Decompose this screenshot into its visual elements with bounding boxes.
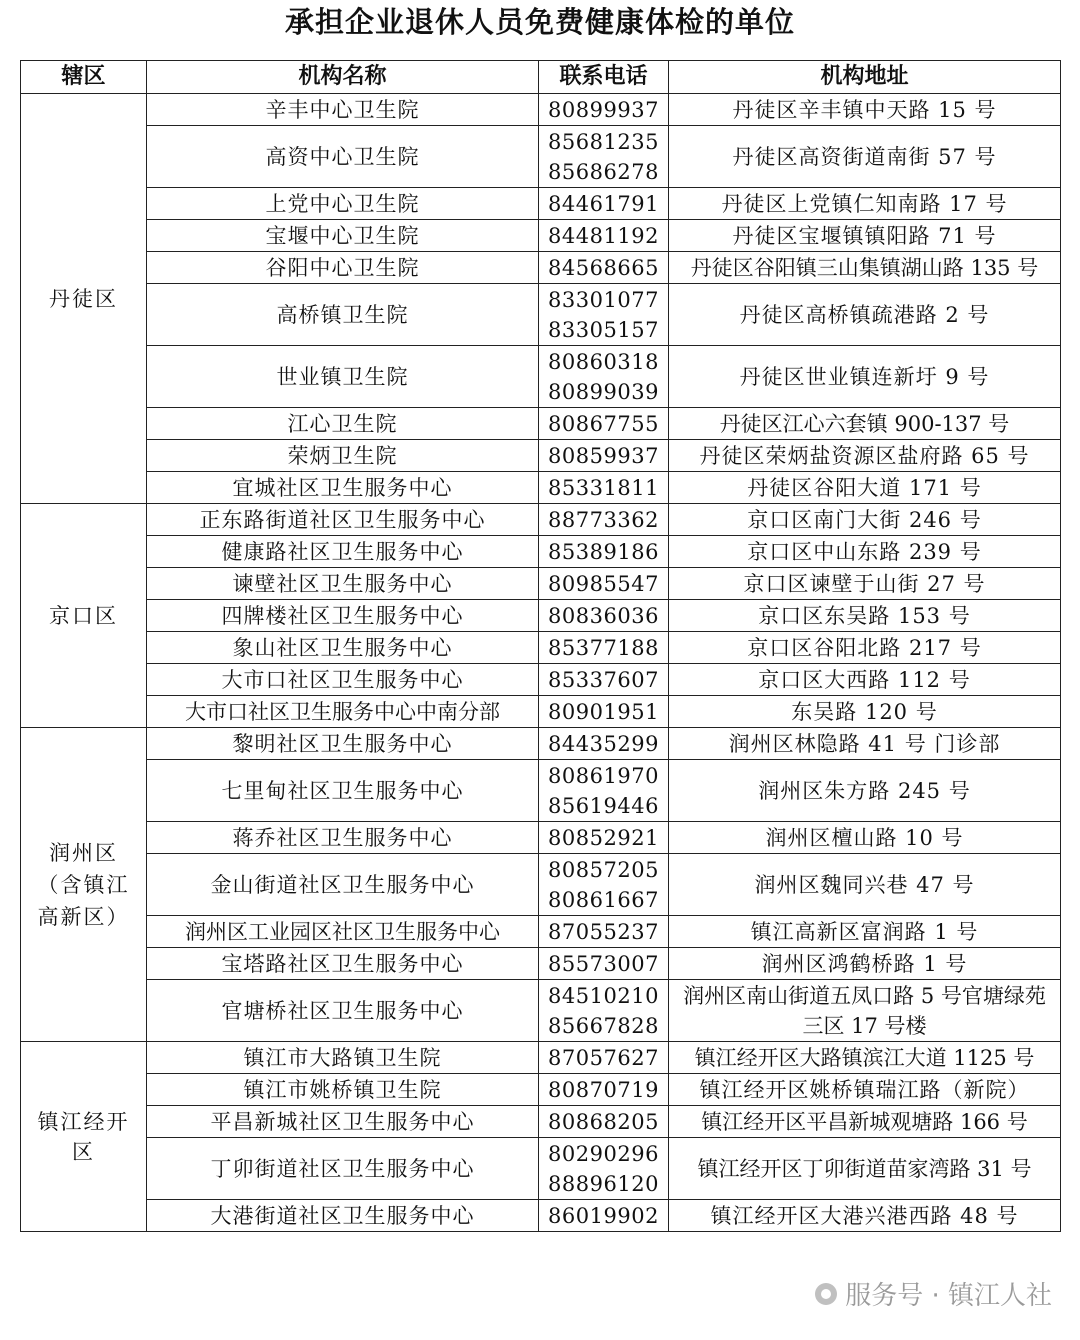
institution-name: 黎明社区卫生服务中心: [147, 728, 539, 760]
table-row: [21, 126, 1061, 188]
table-row: [21, 696, 1061, 728]
table-row: [21, 760, 1061, 822]
phone-number: 80985547: [548, 571, 659, 596]
institution-address: 丹徒区宝堰镇镇阳路 71 号: [669, 220, 1061, 252]
table-row: [21, 980, 1061, 1042]
institution-address: 京口区谷阳北路 217 号: [669, 632, 1061, 664]
institution-name: 镇江市姚桥镇卫生院: [147, 1074, 539, 1106]
phone-cell: [539, 252, 669, 284]
district-cell: 丹徒区: [21, 94, 147, 504]
phone-number: 87055237: [548, 919, 659, 944]
phone-cell: [539, 1042, 669, 1074]
phone-number: 85331811: [548, 475, 659, 500]
institution-name: 官塘桥社区卫生服务中心: [147, 980, 539, 1042]
phone-number: 80857205: [548, 857, 659, 882]
table-row: [21, 504, 1061, 536]
institution-address: 京口区中山东路 239 号: [669, 536, 1061, 568]
institution-name: 谷阳中心卫生院: [147, 252, 539, 284]
phone-number: 84461791: [548, 191, 659, 216]
institution-address: 京口区南门大街 246 号: [669, 504, 1061, 536]
watermark-text: 服务号 · 镇江人社: [845, 1281, 1052, 1311]
institution-name: 辛丰中心卫生院: [147, 94, 539, 126]
institution-name: 江心卫生院: [147, 408, 539, 440]
phone-cell: [539, 696, 669, 728]
institution-name: 大市口社区卫生服务中心中南分部: [147, 696, 539, 728]
phone-number: 80861970: [548, 763, 659, 788]
district-cell: 京口区: [21, 504, 147, 728]
phone-number: 80899937: [548, 97, 659, 122]
institution-name: 高桥镇卫生院: [147, 284, 539, 346]
institution-address: 丹徒区谷阳大道 171 号: [669, 472, 1061, 504]
phone-number: 80852921: [548, 825, 659, 850]
phone-number: 85573007: [548, 951, 659, 976]
institution-name: 上党中心卫生院: [147, 188, 539, 220]
district-cell: 润州区（含镇江高新区）: [21, 728, 147, 1042]
phone-cell: [539, 854, 669, 916]
phone-cell: [539, 1200, 669, 1232]
institution-name: 丁卯街道社区卫生服务中心: [147, 1138, 539, 1200]
phone-number: 86019902: [548, 1203, 659, 1228]
institution-name: 蒋乔社区卫生服务中心: [147, 822, 539, 854]
page-title: 承担企业退休人员免费健康体检的单位: [284, 5, 795, 39]
phone-cell: [539, 1106, 669, 1138]
header-district: 辖区: [21, 61, 147, 94]
phone-cell: [539, 632, 669, 664]
header-phone: 联系电话: [539, 61, 669, 94]
phone-number: 85686278: [548, 159, 659, 184]
phone-number: 80868205: [548, 1109, 659, 1134]
phone-cell: [539, 822, 669, 854]
phone-number: 84481192: [548, 223, 659, 248]
institution-name: 镇江市大路镇卫生院: [147, 1042, 539, 1074]
phone-cell: [539, 504, 669, 536]
institution-address: 镇江经开区平昌新城观塘路 166 号: [669, 1106, 1061, 1138]
phone-number: 87057627: [548, 1045, 659, 1070]
table-row: [21, 1074, 1061, 1106]
district-cell: 镇江经开区: [21, 1042, 147, 1232]
institution-address: 东吴路 120 号: [669, 696, 1061, 728]
phone-number: 85389186: [548, 539, 659, 564]
institution-address: 丹徒区世业镇连新圩 9 号: [669, 346, 1061, 408]
phone-cell: [539, 980, 669, 1042]
phone-cell: [539, 948, 669, 980]
institution-address: 润州区林隐路 41 号 门诊部: [669, 728, 1061, 760]
phone-cell: [539, 188, 669, 220]
health-checkup-table: [20, 60, 1061, 1232]
table-row: [21, 664, 1061, 696]
table-row: [21, 916, 1061, 948]
phone-cell: [539, 284, 669, 346]
table-body: [21, 94, 1061, 1232]
institution-name: 宝堰中心卫生院: [147, 220, 539, 252]
institution-name: 润州区工业园区社区卫生服务中心: [147, 916, 539, 948]
table-row: [21, 1042, 1061, 1074]
phone-number: 80867755: [548, 411, 659, 436]
phone-number: 85619446: [548, 793, 659, 818]
header-institution-name: 机构名称: [147, 61, 539, 94]
phone-cell: [539, 220, 669, 252]
institution-address: 润州区南山街道五凤口路 5 号官塘绿苑三区 17 号楼: [669, 980, 1061, 1042]
phone-number: 80870719: [548, 1077, 659, 1102]
phone-number: 88896120: [548, 1171, 659, 1196]
table-row: [21, 188, 1061, 220]
table-row: [21, 94, 1061, 126]
institution-address: 京口区大西路 112 号: [669, 664, 1061, 696]
table-row: [21, 1106, 1061, 1138]
phone-cell: [539, 536, 669, 568]
institution-name: 大市口社区卫生服务中心: [147, 664, 539, 696]
institution-name: 大港街道社区卫生服务中心: [147, 1200, 539, 1232]
phone-number: 80901951: [548, 699, 659, 724]
institution-address: 镇江经开区姚桥镇瑞江路（新院）: [669, 1074, 1061, 1106]
institution-address: 镇江高新区富润路 1 号: [669, 916, 1061, 948]
institution-name: 健康路社区卫生服务中心: [147, 536, 539, 568]
institution-name: 平昌新城社区卫生服务中心: [147, 1106, 539, 1138]
phone-cell: [539, 916, 669, 948]
table-row: [21, 472, 1061, 504]
institution-address: 镇江经开区丁卯街道苗家湾路 31 号: [669, 1138, 1061, 1200]
phone-cell: [539, 664, 669, 696]
table-row: [21, 536, 1061, 568]
table-row: [21, 284, 1061, 346]
institution-name: 高资中心卫生院: [147, 126, 539, 188]
phone-number: 88773362: [548, 507, 659, 532]
institution-address: 京口区谏壁于山街 27 号: [669, 568, 1061, 600]
institution-name: 象山社区卫生服务中心: [147, 632, 539, 664]
institution-address: 丹徒区高资街道南街 57 号: [669, 126, 1061, 188]
institution-address: 丹徒区谷阳镇三山集镇湖山路 135 号: [669, 252, 1061, 284]
table-row: [21, 822, 1061, 854]
phone-cell: [539, 1138, 669, 1200]
table-row: [21, 440, 1061, 472]
header-address: 机构地址: [669, 61, 1061, 94]
table-row: [21, 346, 1061, 408]
phone-cell: [539, 568, 669, 600]
institution-name: 谏壁社区卫生服务中心: [147, 568, 539, 600]
phone-number: 83301077: [548, 287, 659, 312]
phone-number: 85667828: [548, 1013, 659, 1038]
phone-number: 80899039: [548, 379, 659, 404]
phone-number: 80860318: [548, 349, 659, 374]
table-header-row: [21, 61, 1061, 94]
phone-cell: [539, 126, 669, 188]
institution-name: 世业镇卫生院: [147, 346, 539, 408]
table-row: [21, 1200, 1061, 1232]
institution-name: 七里甸社区卫生服务中心: [147, 760, 539, 822]
institution-address: 镇江经开区大港兴港西路 48 号: [669, 1200, 1061, 1232]
phone-cell: [539, 760, 669, 822]
institution-name: 金山街道社区卫生服务中心: [147, 854, 539, 916]
institution-address: 丹徒区上党镇仁知南路 17 号: [669, 188, 1061, 220]
watermark: [815, 1275, 1052, 1312]
phone-number: 85337607: [548, 667, 659, 692]
phone-cell: [539, 728, 669, 760]
institution-address: 镇江经开区大路镇滨江大道 1125 号: [669, 1042, 1061, 1074]
institution-name: 宜城社区卫生服务中心: [147, 472, 539, 504]
institution-address: 京口区东吴路 153 号: [669, 600, 1061, 632]
table-row: [21, 1138, 1061, 1200]
phone-number: 80859937: [548, 443, 659, 468]
table-row: [21, 632, 1061, 664]
phone-cell: [539, 440, 669, 472]
phone-cell: [539, 472, 669, 504]
institution-address: 丹徒区荣炳盐资源区盐府路 65 号: [669, 440, 1061, 472]
phone-number: 80290296: [548, 1141, 659, 1166]
table-row: [21, 854, 1061, 916]
phone-number: 84568665: [548, 255, 659, 280]
phone-number: 83305157: [548, 317, 659, 342]
phone-cell: [539, 408, 669, 440]
table-row: [21, 408, 1061, 440]
table-row: [21, 728, 1061, 760]
institution-name: 正东路街道社区卫生服务中心: [147, 504, 539, 536]
institution-address: 润州区魏同兴巷 47 号: [669, 854, 1061, 916]
phone-number: 85377188: [548, 635, 659, 660]
phone-cell: [539, 1074, 669, 1106]
phone-number: 85681235: [548, 129, 659, 154]
phone-cell: [539, 94, 669, 126]
table-row: [21, 948, 1061, 980]
institution-name: 四牌楼社区卫生服务中心: [147, 600, 539, 632]
institution-address: 润州区朱方路 245 号: [669, 760, 1061, 822]
phone-cell: [539, 600, 669, 632]
institution-address: 丹徒区辛丰镇中天路 15 号: [669, 94, 1061, 126]
table-row: [21, 252, 1061, 284]
institution-name: 宝塔路社区卫生服务中心: [147, 948, 539, 980]
table-row: [21, 220, 1061, 252]
phone-number: 80836036: [548, 603, 659, 628]
institution-name: 荣炳卫生院: [147, 440, 539, 472]
table-row: [21, 568, 1061, 600]
phone-number: 84510210: [548, 983, 659, 1008]
phone-number: 84435299: [548, 731, 659, 756]
table-row: [21, 600, 1061, 632]
phone-number: 80861667: [548, 887, 659, 912]
phone-cell: [539, 346, 669, 408]
institution-address: 润州区鸿鹤桥路 1 号: [669, 948, 1061, 980]
institution-address: 丹徒区江心六套镇 900-137 号: [669, 408, 1061, 440]
institution-address: 润州区檀山路 10 号: [669, 822, 1061, 854]
wechat-logo-icon: [815, 1283, 837, 1305]
institution-address: 丹徒区高桥镇疏港路 2 号: [669, 284, 1061, 346]
